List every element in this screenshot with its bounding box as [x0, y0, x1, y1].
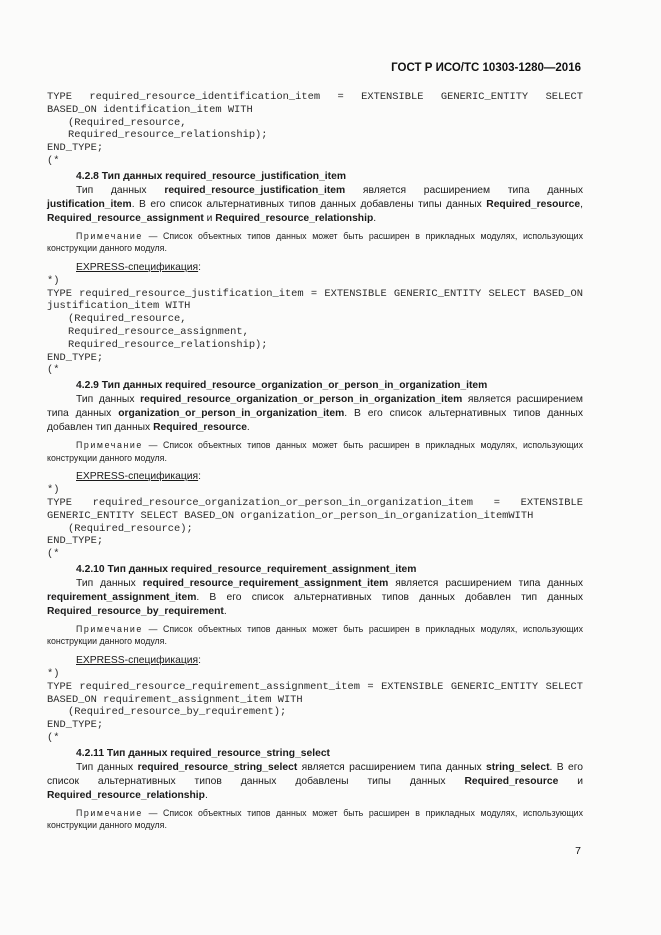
code-line: TYPE required_resource_organization_or_person_in_organization_item = EXTENSIBLE GENERIC_ENTITY SELECT BASED_ON organization_or_person_in_organization_itemWITH — [47, 496, 583, 522]
code-line: (* — [47, 364, 60, 377]
section-heading-4-2-8: 4.2.8 Тип данных required_resource_justification_item — [76, 170, 346, 182]
document-body — [47, 91, 583, 838]
code-line: END_TYPE; — [47, 351, 104, 364]
section-note: Примечание — Список объектных типов данных может быть расширен в прикладных модулях, использующих конструкции данного модуля. — [47, 230, 583, 254]
section-paragraph: Тип данных required_resource_justification_item является расширением типа данных justification_item. В его список альтернативных типов данных добавлены типы данных Required_resource, Required_resource_assignment и Required_resource_relationship. — [47, 184, 583, 224]
section-paragraph: Тип данных required_resource_organization_or_person_in_organization_item является расширением типа данных organization_or_person_in_organization_item. В его список альтернативных типов данных добавлен тип данных Required_resource. — [47, 394, 583, 434]
code-line: Required_resource_relationship); — [68, 338, 268, 351]
code-line: END_TYPE; — [47, 535, 104, 548]
section-note: Примечание — Список объектных типов данных может быть расширен в прикладных модулях, использующих конструкции данного модуля. — [47, 440, 583, 463]
document-header: ГОСТ Р ИСО/ТС 10303-1280—2016 — [391, 62, 581, 74]
section-heading-4-2-10: 4.2.10 Тип данных required_resource_requirement_assignment_item — [76, 563, 417, 575]
code-line: *) — [47, 274, 60, 287]
code-block-identification — [47, 91, 583, 168]
section-heading-4-2-9: 4.2.9 Тип данных required_resource_organization_or_person_in_organization_item — [76, 380, 488, 392]
express-spec-label: EXPRESS-спецификация: — [76, 261, 201, 273]
code-block-requirement — [47, 668, 583, 745]
section-note: Примечание — Список объектных типов данных может быть расширен в прикладных модулях, использующих конструкции данного модуля. — [47, 807, 583, 831]
code-line: (* — [47, 731, 60, 744]
code-line: (* — [47, 154, 60, 167]
code-line: TYPE required_resource_requirement_assignment_item = EXTENSIBLE GENERIC_ENTITY SELECT BASED_ON requirement_assignment_item WITH — [47, 680, 583, 706]
code-line: Required_resource_assignment, — [68, 325, 249, 338]
code-block-justification — [47, 275, 583, 377]
code-line: *) — [47, 484, 60, 497]
page-number: 7 — [575, 845, 581, 857]
section-heading-4-2-11: 4.2.11 Тип данных required_resource_string_select — [76, 747, 330, 759]
code-block-organization — [47, 484, 583, 561]
code-line: (Required_resource); — [68, 522, 193, 535]
code-line: END_TYPE; — [47, 719, 104, 732]
express-spec-label: EXPRESS-спецификация: — [76, 471, 201, 483]
code-line: TYPE required_resource_justification_item = EXTENSIBLE GENERIC_ENTITY SELECT BASED_ON justification_item WITH — [47, 287, 583, 313]
code-line: (Required_resource_by_requirement); — [68, 706, 287, 719]
code-line: *) — [47, 667, 60, 680]
code-line: (* — [47, 548, 60, 561]
code-line: (Required_resource, — [68, 116, 187, 129]
code-line: TYPE required_resource_identification_item = EXTENSIBLE GENERIC_ENTITY SELECT BASED_ON identification_item WITH — [47, 91, 583, 116]
section-note: Примечание — Список объектных типов данных может быть расширен в прикладных модулях, использующих конструкции данного модуля. — [47, 623, 583, 647]
code-line: (Required_resource, — [68, 313, 187, 326]
express-spec-label: EXPRESS-спецификация: — [76, 654, 201, 666]
code-line: Required_resource_relationship); — [68, 129, 268, 142]
code-line: END_TYPE; — [47, 142, 104, 155]
section-paragraph: Тип данных required_resource_requirement_assignment_item является расширением типа данных requirement_assignment_item. В его список альтернативных типов данных добавлен тип данных Required_resource_by_requirement. — [47, 577, 583, 617]
section-paragraph: Тип данных required_resource_string_select является расширением типа данных string_select. В его список альтернативных типов данных добавлены типы данных Required_resource и Required_resource_relationship. — [47, 761, 583, 801]
